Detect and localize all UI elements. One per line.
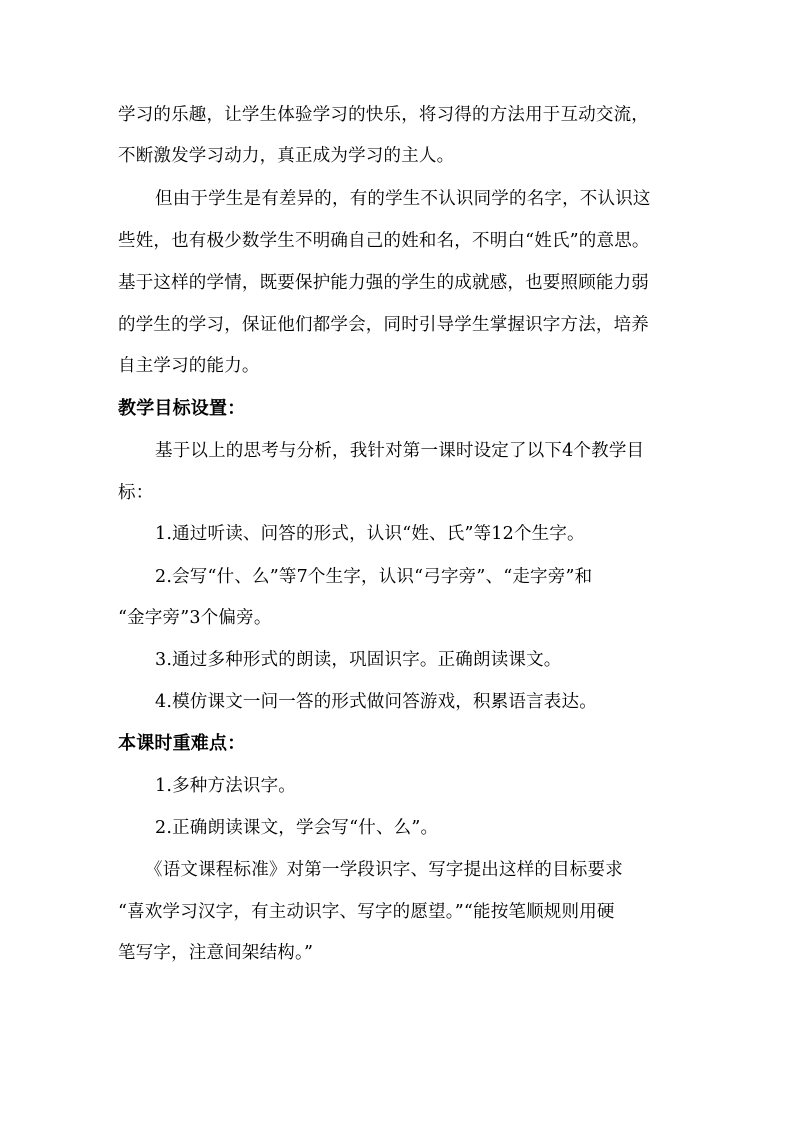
paragraph-line: 些姓，也有极少数学生不明确自己的姓和名，不明白“姓氏”的意思。	[118, 231, 650, 251]
paragraph-line: 笔写字，注意间架结构。”	[118, 943, 314, 963]
paragraph-line: 基于这样的学情，既要保护能力强的学生的成就感，也要照顾能力弱	[118, 273, 649, 293]
key-point-2: 2.正确朗读课文，学会写“什、么”。	[155, 818, 439, 838]
paragraph-line: 标：	[118, 483, 154, 503]
goal-item-4: 4.模仿课文一问一答的形式做问答游戏，积累语言表达。	[155, 692, 597, 712]
section-heading-goals: 教学目标设置：	[118, 398, 246, 419]
paragraph-line: 自主学习的能力。	[118, 356, 260, 376]
paragraph-line: 但由于学生是有差异的，有的学生不认识同学的名字，不认识这	[155, 189, 651, 209]
goal-item-2-continued: “金字旁”3个偏旁。	[118, 608, 272, 628]
goal-item-3: 3.通过多种形式的朗读，巩固识字。正确朗读课文。	[155, 650, 562, 670]
paragraph-line: 《语文课程标准》对第一学段识字、写字提出这样的目标要求	[145, 860, 623, 880]
paragraph-line: “喜欢学习汉字，有主动识字、写字的愿望。”“能按笔顺规则用硬	[118, 902, 615, 922]
paragraph-line: 不断激发学习动力，真正成为学习的主人。	[118, 146, 455, 166]
key-point-1: 1.多种方法识字。	[155, 776, 296, 796]
paragraph-line: 基于以上的思考与分析，我针对第一课时设定了以下4个教学目	[155, 441, 645, 461]
section-heading-key-points: 本课时重难点：	[118, 733, 246, 754]
paragraph-line: 学习的乐趣，让学生体验学习的快乐，将习得的方法用于互动交流，	[118, 105, 649, 125]
goal-item-1: 1.通过听读、问答的形式，认识“姓、氏”等12个生字。	[155, 524, 585, 544]
paragraph-line: 的学生的学习，保证他们都学会，同时引导学生掌握识字方法，培养	[118, 315, 649, 335]
goal-item-2: 2.会写“什、么”等7个生字，认识“弓字旁”、“走字旁”和	[155, 567, 593, 587]
